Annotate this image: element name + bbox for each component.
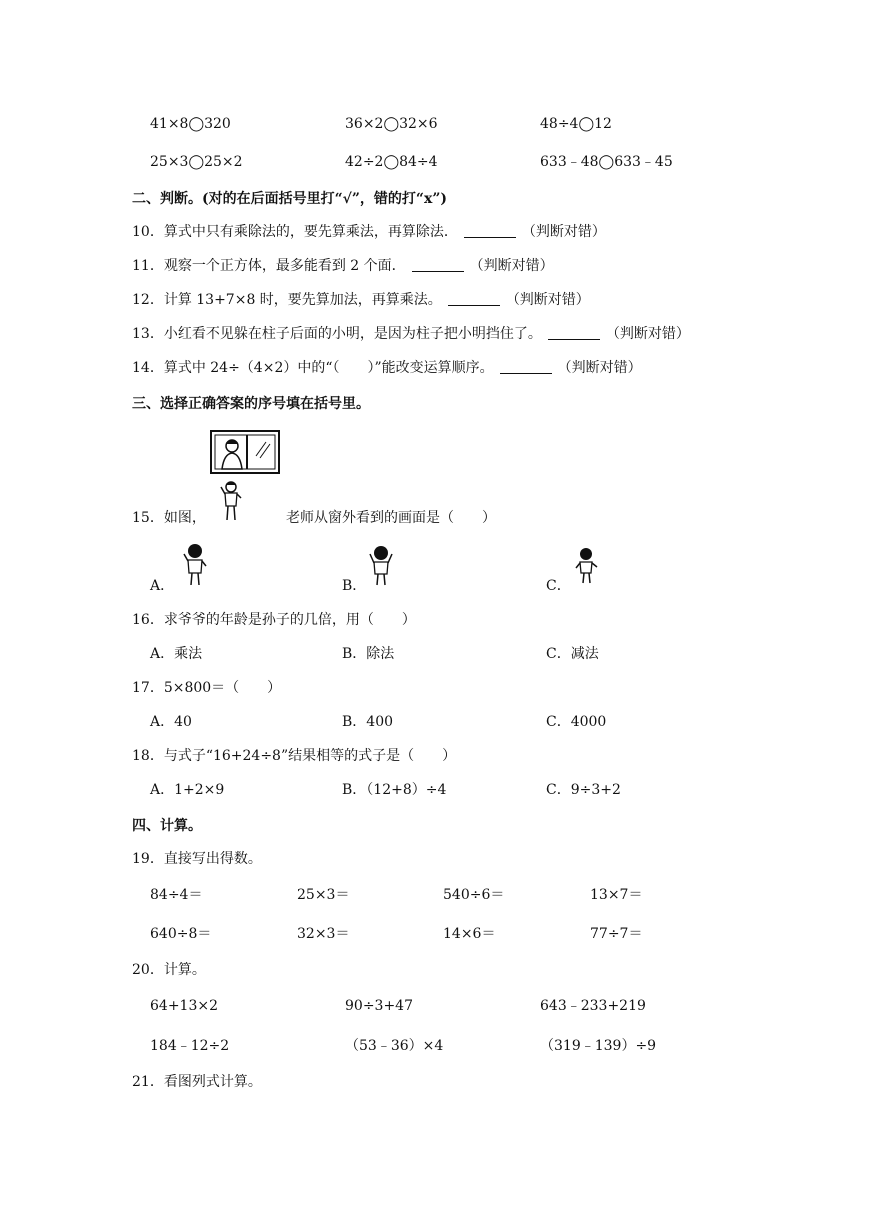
answer-blank[interactable]: [500, 359, 552, 374]
question-text: 13．小红看不见躲在柱子后面的小明，是因为柱子把小明挡住了。: [132, 326, 542, 342]
question-text: 14．算式中 24÷（4×2）中的“（ ）”能改变运算顺序。: [132, 360, 494, 376]
calc-item: 640÷8＝: [150, 926, 212, 942]
question-tail: （判断对错）: [521, 224, 606, 240]
question-15-prefix: 15．如图，: [132, 510, 206, 526]
window-scene-figure: [210, 430, 282, 522]
child-back-figure: [182, 542, 208, 586]
calc-item: 13×7＝: [590, 887, 643, 903]
section-title: 三、选择正确答案的序号填在括号里。: [132, 396, 370, 412]
compare-item: 36×2◯32×6: [345, 116, 438, 132]
calc-item: 184﹣12÷2: [150, 1038, 230, 1054]
section-title: 二、判断。(对的在后面括号里打“√”，错的打“x”): [132, 191, 448, 207]
calc-item: 540÷6＝: [443, 887, 505, 903]
question-tail: （判断对错）: [557, 360, 642, 376]
question-tail: （判断对错）: [469, 258, 554, 274]
option-b[interactable]: B．（12+8）÷4: [342, 782, 447, 798]
answer-blank[interactable]: [548, 325, 600, 340]
question-19: 19．直接写出得数。: [132, 851, 262, 867]
question-18: 18．与式子“16+24÷8”结果相等的式子是（ ）: [132, 748, 457, 764]
option-a-label[interactable]: A．: [150, 578, 175, 594]
question-tail: （判断对错）: [505, 292, 590, 308]
calc-item: 77÷7＝: [590, 926, 643, 942]
compare-item: 633﹣48◯633﹣45: [540, 154, 673, 170]
calc-item: 25×3＝: [297, 887, 350, 903]
option-b[interactable]: B．400: [342, 714, 394, 730]
option-c-label[interactable]: C．: [546, 578, 571, 594]
calc-item: 14×6＝: [443, 926, 496, 942]
calc-item: 90÷3+47: [345, 998, 413, 1014]
question-20: 20．计算。: [132, 962, 206, 978]
option-b-label[interactable]: B．: [342, 578, 367, 594]
compare-item: 25×3◯25×2: [150, 154, 243, 170]
question-21: 21．看图列式计算。: [132, 1074, 262, 1090]
child-front-figure: [574, 546, 600, 584]
question-17: 17．5×800＝（ ）: [132, 680, 282, 696]
question-text: 10．算式中只有乘除法的，要先算乘法，再算除法．: [132, 224, 458, 240]
question: [132, 324, 690, 344]
option-a[interactable]: A．乘法: [150, 646, 203, 662]
compare-item: 41×8◯320: [150, 116, 231, 132]
calc-item: 32×3＝: [297, 926, 350, 942]
child-back-arms-up-figure: [368, 544, 394, 586]
option-a[interactable]: A．1+2×9: [150, 782, 225, 798]
calc-item: 64+13×2: [150, 998, 218, 1014]
question: [132, 256, 554, 276]
compare-item: 42÷2◯84÷4: [345, 154, 438, 170]
option-a[interactable]: A．40: [150, 714, 192, 730]
calc-item: （53﹣36）×4: [345, 1038, 444, 1054]
question-tail: （判断对错）: [605, 326, 690, 342]
option-b[interactable]: B．除法: [342, 646, 395, 662]
question-text: 11．观察一个正方体，最多能看到 2 个面．: [132, 258, 406, 274]
calc-item: 643﹣233+219: [540, 998, 646, 1014]
answer-blank[interactable]: [448, 291, 500, 306]
calc-item: （319﹣139）÷9: [540, 1038, 657, 1054]
question-15-text: 老师从窗外看到的画面是（ ）: [286, 510, 496, 526]
option-c[interactable]: C．9÷3+2: [546, 782, 621, 798]
compare-item: 48÷4◯12: [540, 116, 612, 132]
calc-item: 84÷4＝: [150, 887, 203, 903]
question: [132, 222, 606, 242]
question-text: 12．计算 13+7×8 时，要先算加法，再算乘法。: [132, 292, 442, 308]
question: [132, 290, 590, 310]
question: [132, 358, 642, 378]
option-c[interactable]: C．减法: [546, 646, 599, 662]
option-c[interactable]: C．4000: [546, 714, 607, 730]
question-16: 16．求爷爷的年龄是孙子的几倍，用（ ）: [132, 612, 416, 628]
answer-blank[interactable]: [464, 223, 516, 238]
answer-blank[interactable]: [412, 257, 464, 272]
section-title: 四、计算。: [132, 818, 202, 834]
